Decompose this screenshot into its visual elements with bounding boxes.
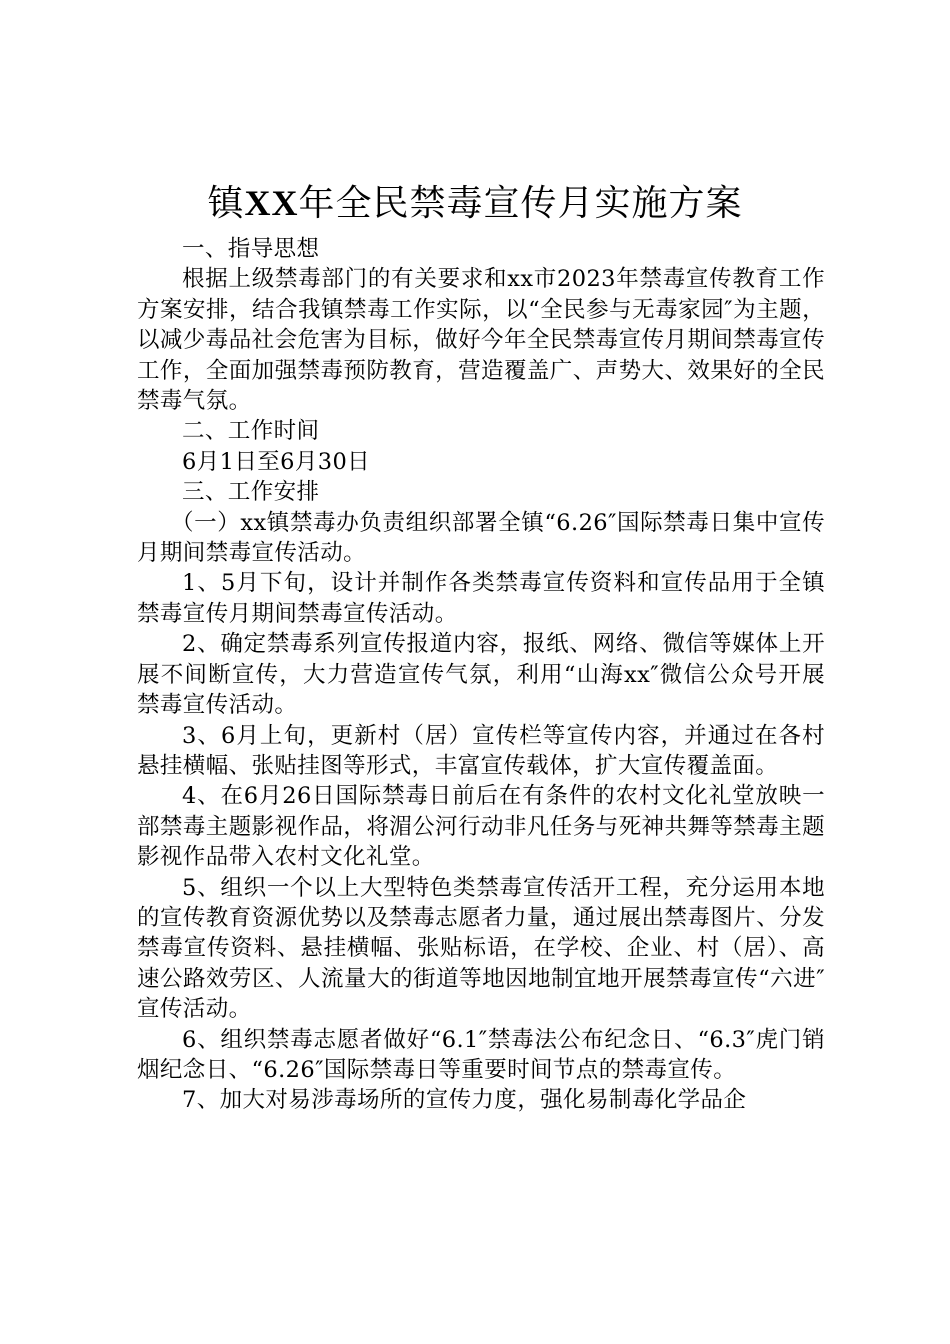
section-heading-guiding-ideology: 一、指导思想 [182,236,320,262]
paragraph-arrangement-intro: （一）xx镇禁毒办负责组织部署全镇“6.26″国际禁毒日集中宣传月期间禁毒宣传活动。 [137,509,825,567]
document-title [0,178,950,229]
paragraph-item-6: 6、组织禁毒志愿者做好“6.1″禁毒法公布纪念日、“6.3″虎门销烟纪念日、“6.26″国际禁毒日等重要时间节点的禁毒宣传。 [137,1026,825,1083]
title-suffix: 年全民禁毒宣传月实施方案 [298,183,743,224]
paragraph-item-2: 2、确定禁毒系列宣传报道内容，报纸、网络、微信等媒体上开展不间断宣传，大力营造宣传气氛，利用“山海xx″微信公众号开展禁毒宣传活动。 [137,631,825,719]
title-prefix: 镇 [207,183,245,224]
title-bold-part: XX [244,183,299,223]
paragraph-work-time: 6月1日至6月30日 [182,448,371,475]
paragraph-item-1: 1、5月下旬，设计并制作各类禁毒宣传资料和宣传品用于全镇禁毒宣传月期间禁毒宣传活动。 [137,570,825,627]
paragraph-item-7: 7、加大对易涉毒场所的宣传力度，强化易制毒化学品企 [182,1087,747,1114]
section-heading-work-arrangement: 三、工作安排 [182,479,320,506]
paragraph-guiding-ideology: 根据上级禁毒部门的有关要求和xx市2023年禁毒宣传教育工作方案安排，结合我镇禁毒工作实际，以“全民参与无毒家园″为主题，以减少毒品社会危害为目标，做好今年全民禁毒宣传月期间禁毒宣传工作，全面加强禁毒预防教育，营造覆盖广、声势大、效果好的全民禁毒气氛。 [137,266,825,415]
section-heading-work-time: 二、工作时间 [182,418,320,445]
paragraph-item-5: 5、组织一个以上大型特色类禁毒宣传活开工程，充分运用本地的宣传教育资源优势以及禁毒志愿者力量，通过展出禁毒图片、分发禁毒宣传资料、悬挂横幅、张贴标语，在学校、企业、村（居）、高速公路效劳区、人流量大的街道等地因地制宜地开展禁毒宣传“六进″宣传活动。 [137,874,825,1023]
paragraph-item-3: 3、6月上旬，更新村（居）宣传栏等宣传内容，并通过在各村悬挂横幅、张贴挂图等形式，丰富宣传载体，扩大宣传覆盖面。 [137,722,825,779]
document-body [137,234,825,1116]
paragraph-item-4: 4、在6月26日国际禁毒日前后在有条件的农村文化礼堂放映一部禁毒主题影视作品，将湄公河行动非凡任务与死神共舞等禁毒主题影视作品带入农村文化礼堂。 [137,783,825,871]
